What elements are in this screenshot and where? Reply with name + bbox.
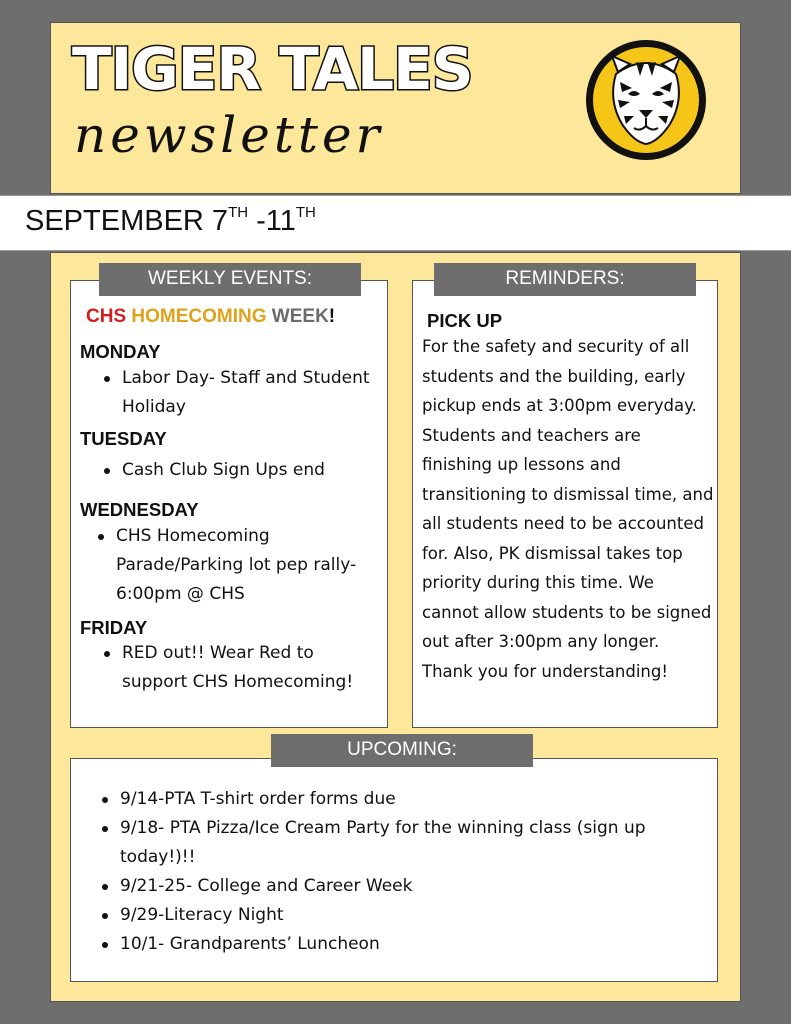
list-item: 9/29-Literacy Night <box>120 901 710 930</box>
weekly-events-tab: WEEKLY EVENTS: <box>99 263 361 296</box>
day-monday <box>80 341 380 422</box>
date-range <box>25 205 316 236</box>
title-homecoming: HOMECOMING <box>131 306 267 327</box>
list-item: 9/21-25- College and Career Week <box>120 872 710 901</box>
date-start-suffix: TH <box>228 204 249 221</box>
reminder-title: PICK UP <box>427 310 503 331</box>
day-tuesday <box>80 428 380 485</box>
day-name: FRIDAY <box>80 617 148 638</box>
tiger-head-icon <box>584 38 708 162</box>
list-item: Labor Day- Staff and Student Holiday <box>122 364 380 422</box>
date-end: -11 <box>248 205 296 237</box>
title-week: WEEK <box>271 306 329 327</box>
list-item: 10/1- Grandparents’ Luncheon <box>120 930 710 959</box>
upcoming-tab: UPCOMING: <box>271 734 533 767</box>
list-item: CHS Homecoming Parade/Parking lot pep rally- 6:00pm @ CHS <box>116 522 380 609</box>
reminder-body: For the safety and security of all students and the building, early pickup ends at 3:00pm everyday. Students and teachers are finishing up lessons and transitioning to dismissal time, and all students need to be accounted for. Also, PK dismissal takes top priority during this time. We cannot allow students to be signed out after 3:00pm any longer. Thank you for understanding! <box>422 337 714 681</box>
day-wednesday <box>80 499 380 609</box>
upcoming-list <box>80 785 710 959</box>
title-exclaim: ! <box>328 306 336 327</box>
upcoming-content <box>80 785 710 959</box>
list-item: Cash Club Sign Ups end <box>122 456 380 485</box>
weekly-events-content <box>80 306 380 697</box>
day-name: WEDNESDAY <box>80 499 199 520</box>
date-end-suffix: TH <box>295 204 316 221</box>
date-start: SEPTEMBER 7 <box>25 205 229 237</box>
day-friday <box>80 617 380 697</box>
homecoming-title <box>86 306 380 328</box>
reminders-tab: REMINDERS: <box>434 263 696 296</box>
list-item: 9/14-PTA T-shirt order forms due <box>120 785 710 814</box>
masthead-title: TIGER TALES <box>72 35 473 103</box>
reminders-content <box>422 310 714 686</box>
list-item: 9/18- PTA Pizza/Ice Cream Party for the winning class (sign up today!)!! <box>120 814 710 872</box>
day-name: MONDAY <box>80 341 161 362</box>
day-name: TUESDAY <box>80 428 167 449</box>
title-chs: CHS <box>86 306 127 327</box>
newsletter-subtitle: newsletter <box>74 106 384 164</box>
list-item: RED out!! Wear Red to support CHS Homecoming! <box>122 639 380 697</box>
